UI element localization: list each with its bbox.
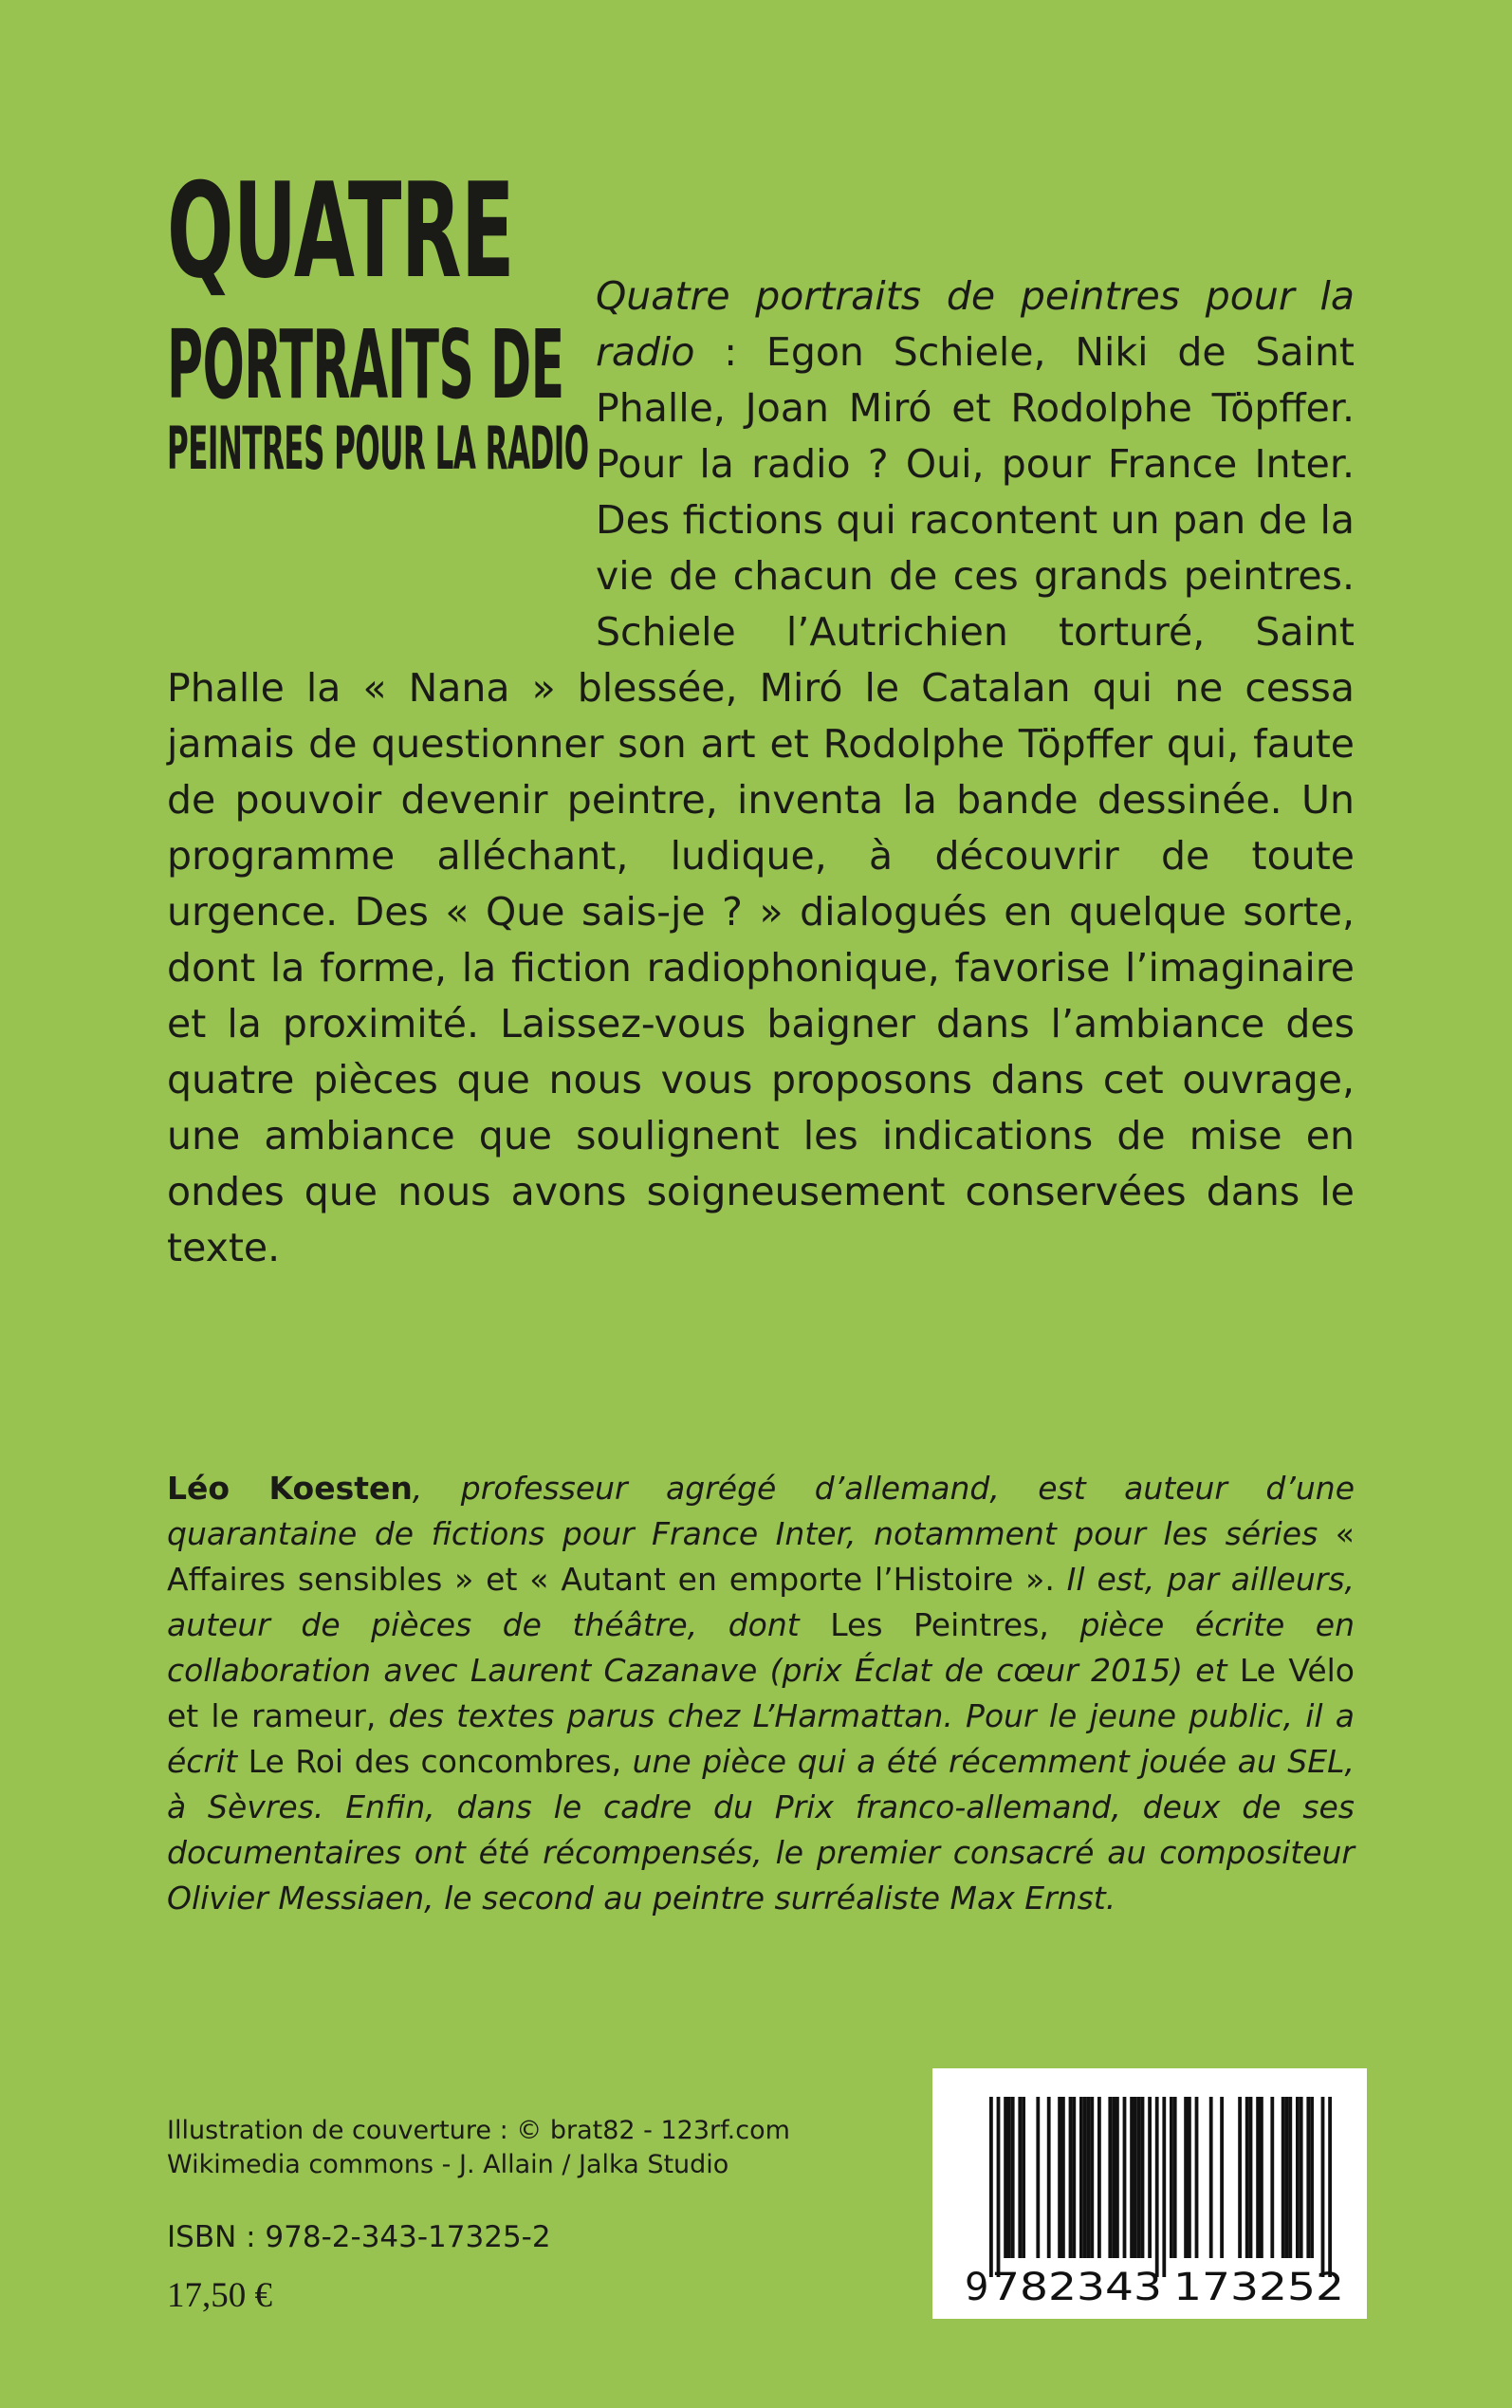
isbn: ISBN : 978-2-343-17325-2 [167, 2220, 551, 2254]
barcode-bar [1148, 2097, 1152, 2258]
barcode-bar [1134, 2097, 1137, 2258]
summary-text [167, 269, 1355, 1276]
barcode-bar [1220, 2097, 1224, 2258]
summary-body: : Egon Schiele, Niki de Saint Phalle, Joan Miró et Rodolphe Töpffer. Pour la radio ? Oui, pour France Inter. Des fictions qui racontent un pan de la vie de chacun de ces grands peintres. Schiele l’Autrichien torturé, Saint Phalle la « Nana » blessée, Miró le Catalan qui ne cessa jamais de questionner son art et Rodolphe Töpffer qui, faute de pouvoir devenir peintre, inventa la bande dessinée. Un programme alléchant, ludique, à découvrir de toute urgence. Des « Que sais-je ? » dialogués en quelque sorte, dont la forme, la fiction radiophonique, favorise l’imaginaire et la proximité. Laissez-vous baigner dans l’ambiance des quatre pièces que nous vous proposons dans cet ouvrage, une ambiance que soulignent les indications de mise en ondes que nous avons soigneusement conservées dans le texte. [167, 329, 1355, 1270]
barcode-bar [1108, 2097, 1112, 2258]
barcode-bar [1047, 2097, 1051, 2258]
barcode-bar [1083, 2097, 1087, 2258]
barcode-bar [1249, 2097, 1253, 2258]
barcode-bar [1321, 2097, 1325, 2277]
barcode-bar [1162, 2097, 1166, 2277]
barcode-bar [1238, 2097, 1242, 2258]
barcode-group-2: 173252 [1173, 2266, 1344, 2309]
barcode-group-1: 782343 [991, 2266, 1162, 2309]
barcode-bar [989, 2097, 993, 2277]
barcode-bar [1310, 2097, 1314, 2258]
barcode-bar [1090, 2097, 1094, 2258]
barcode-graphic [932, 2068, 1367, 2319]
summary-italic-intro: Quatre portraits de peintres pour la radio [596, 273, 1355, 375]
barcode-first-digit: 9 [965, 2266, 989, 2309]
barcode-bar [1270, 2097, 1274, 2258]
bio-part-1: , professeur agrégé d’allemand, est auteur d’une quarantaine de fictions pour France Inter, notamment pour les séries [167, 1470, 1355, 1552]
title-line-2: PORTRAITS DE [167, 309, 564, 421]
price: 17,50 € [167, 2276, 272, 2315]
bio-title-roi-concombres: Le Roi des concombres, [248, 1743, 622, 1780]
barcode-bar [1061, 2097, 1065, 2258]
barcode-bar [1260, 2097, 1263, 2258]
barcode-bar [1256, 2097, 1260, 2258]
barcode-bar [997, 2097, 1001, 2277]
bio-part-3: pièce écrite en collaboration avec Laurent Cazanave (prix Éclat de cœur 2015) et [167, 1606, 1355, 1689]
barcode-bar [1209, 2097, 1213, 2258]
author-name: Léo Koesten [167, 1470, 413, 1507]
barcode-bar [1011, 2097, 1015, 2258]
barcode-bar [1328, 2097, 1332, 2277]
credit-line-2: Wikimedia commons - J. Allain / Jalka Studio [167, 2150, 729, 2179]
barcode-bar [1306, 2097, 1310, 2258]
title-line-3: PEINTRES POUR LA RADIO [167, 414, 589, 484]
barcode-bar [1079, 2097, 1083, 2258]
barcode-bar [1004, 2097, 1007, 2258]
barcode-bar [1195, 2097, 1199, 2258]
barcode-bar [1022, 2097, 1025, 2258]
author-bio [167, 1466, 1355, 1921]
bio-title-les-peintres: Les Peintres, [830, 1606, 1049, 1643]
barcode-bar [1087, 2097, 1091, 2258]
barcode-bar [1141, 2097, 1145, 2258]
barcode-bar [1123, 2097, 1127, 2258]
barcode-bar [1130, 2097, 1134, 2258]
barcode-bar [1170, 2097, 1173, 2258]
barcode-bar [1058, 2097, 1061, 2258]
barcode-bar [1097, 2097, 1101, 2258]
barcode-bar [1007, 2097, 1011, 2258]
barcode-bar [1188, 2097, 1191, 2258]
barcode-bar [1137, 2097, 1141, 2258]
barcode-bar [1155, 2097, 1159, 2277]
barcode-bar [1112, 2097, 1116, 2258]
barcode-bar [1184, 2097, 1188, 2258]
barcode-bars [989, 2097, 1332, 2277]
barcode-bar [1072, 2097, 1076, 2258]
barcode-bar [1036, 2097, 1040, 2258]
barcode-bar [1282, 2097, 1285, 2258]
bio-part-5: une pièce qui a été récemment jouée au SEL, à Sèvres. Enfin, dans le cadre du Prix franco-allemand, deux de ses documentaires ont été récompensés, le premier consacré au compositeur Olivier Messiaen, le second au peintre surréaliste Max Ernst. [167, 1743, 1355, 1917]
cover-credits [167, 2114, 790, 2182]
barcode-bar [1296, 2097, 1300, 2258]
credit-line-1: Illustration de couverture : © brat82 - 123rf.com [167, 2116, 790, 2145]
barcode-bar [1245, 2097, 1249, 2258]
barcode-bar [1018, 2097, 1022, 2258]
bio-series-names: « Affaires sensibles » et « Autant en emporte l’Histoire ». [167, 1515, 1355, 1598]
barcode-bar [1069, 2097, 1073, 2258]
barcode-bar [1173, 2097, 1177, 2258]
barcode-bar [1300, 2097, 1303, 2258]
bio-part-2: Il est, par ailleurs, auteur de pièces de théâtre, dont [167, 1561, 1355, 1643]
barcode-bar [1288, 2097, 1292, 2258]
barcode-bar [1285, 2097, 1289, 2258]
barcode-bar [1116, 2097, 1119, 2258]
bio-part-4: des textes parus chez L’Harmattan. Pour le jeune public, il a écrit [167, 1697, 1355, 1780]
barcode [932, 2068, 1367, 2319]
bio-title-le-velo: Le Vélo et le rameur, [167, 1652, 1355, 1734]
title-line-1: QUATRE [167, 155, 514, 307]
